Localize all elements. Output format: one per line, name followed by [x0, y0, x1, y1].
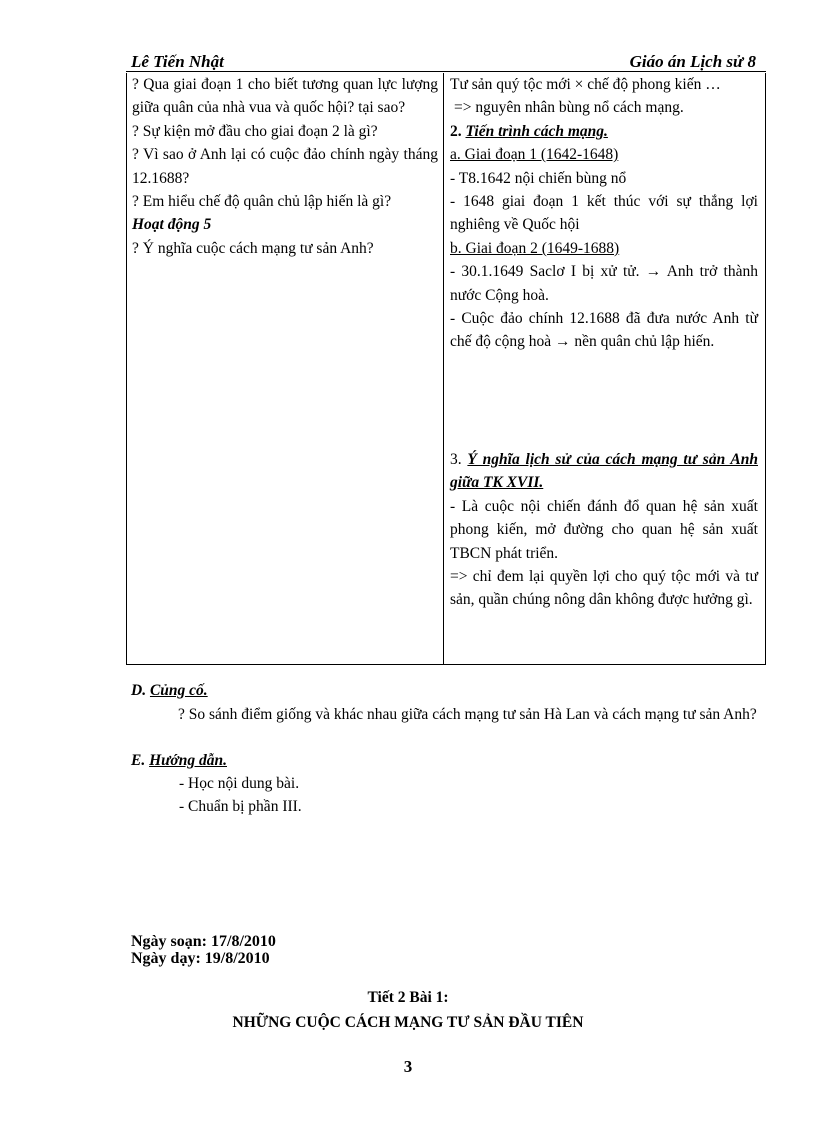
right-stage-a-item-1: - T8.1642 nội chiến bùng nổ	[450, 169, 627, 187]
right-cause: => nguyên nhân bùng nổ cách mạng.	[454, 99, 684, 117]
section-d-question: ? So sánh điểm giống và khác nhau giữa cách mạng tư sản Hà Lan và cách mạng tư sản Anh?	[178, 706, 757, 723]
section-e-item-2: - Chuẩn bị phần III.	[179, 798, 302, 815]
section-e-label: E.	[131, 752, 146, 769]
right-section-2-heading	[450, 120, 758, 143]
left-question-2: ? Sự kiện mở đầu cho giai đoạn 2 là gì?	[132, 122, 378, 140]
left-activity-heading: Hoạt động 5	[132, 216, 212, 234]
page-number: 3	[403, 1057, 413, 1076]
header-author: Lê Tiến Nhật	[131, 52, 224, 71]
right-stage-a-label: a. Giai đoạn 1 (1642-1648)	[450, 146, 619, 164]
right-stage-b-item-1: - 30.1.1649 Saclơ I bị xử tử. → Anh trở thành nước Cộng hoà.	[450, 263, 758, 304]
right-top-line: Tư sản quý tộc mới × chế độ phong kiến …	[450, 76, 721, 93]
section-d-label: D.	[131, 682, 147, 699]
left-question-1: ? Qua giai đoạn 1 cho biết tương quan lực lượng giữa quân của nhà vua và quốc hội? tại sao?	[132, 76, 438, 117]
right-section-3-number: 3.	[450, 450, 462, 468]
header-rule	[126, 71, 766, 72]
table-right-column	[450, 73, 758, 612]
right-stage-a	[450, 143, 758, 166]
right-stage-b-label: b. Giai đoạn 2 (1649-1688)	[450, 239, 620, 257]
lesson-title: NHỮNG CUỘC CÁCH MẠNG TƯ SẢN ĐẦU TIÊN	[232, 1014, 584, 1031]
right-stage-b	[450, 237, 758, 260]
right-section-3-heading	[450, 448, 758, 495]
table-left-column	[132, 73, 438, 260]
date-taught: Ngày dạy: 19/8/2010	[131, 950, 270, 967]
section-e-item-1: - Học nội dung bài.	[179, 775, 300, 792]
right-significance-2: => chỉ đem lại quyền lợi cho quý tộc mới và tư sản, quần chúng nông dân không được hưởng gì.	[450, 567, 758, 609]
section-d-title: Củng cố.	[149, 682, 208, 699]
header-subject: Giáo án Lịch sử 8	[629, 52, 756, 71]
right-significance-1: - Là cuộc nội chiến đánh đổ quan hệ sản xuất phong kiến, mở đường cho quan hệ sản xuất TBCN phát triển.	[450, 497, 758, 562]
left-question-3: ? Vì sao ở Anh lại có cuộc đảo chính ngày tháng 12.1688?	[132, 146, 438, 187]
section-e-title: Hướng dẫn.	[149, 752, 227, 769]
right-spacer	[450, 354, 758, 448]
right-stage-a-item-2: - 1648 giai đoạn 1 kết thúc với sự thắng lợi nghiêng về Quốc hội	[450, 193, 758, 234]
section-d-heading	[131, 679, 208, 703]
left-question-4: ? Em hiểu chế độ quân chủ lập hiến là gì?	[132, 193, 392, 211]
right-section-2-title: Tiến trình cách mạng.	[465, 122, 608, 140]
right-section-2-number: 2.	[450, 122, 462, 140]
date-prepared: Ngày soạn: 17/8/2010	[131, 933, 276, 950]
section-e-heading	[131, 749, 227, 773]
lesson-number: Tiết 2 Bài 1:	[367, 989, 449, 1006]
table-column-divider	[443, 73, 444, 665]
right-stage-b-item-2: - Cuộc đảo chính 12.1688 đã đưa nước Anh từ chế độ cộng hoà → nền quân chủ lập hiến.	[450, 310, 758, 351]
right-section-3-title: Ý nghĩa lịch sử của cách mạng tư sản Anh giữa TK XVII.	[450, 450, 758, 492]
left-question-5: ? Ý nghĩa cuộc cách mạng tư sản Anh?	[132, 239, 374, 257]
